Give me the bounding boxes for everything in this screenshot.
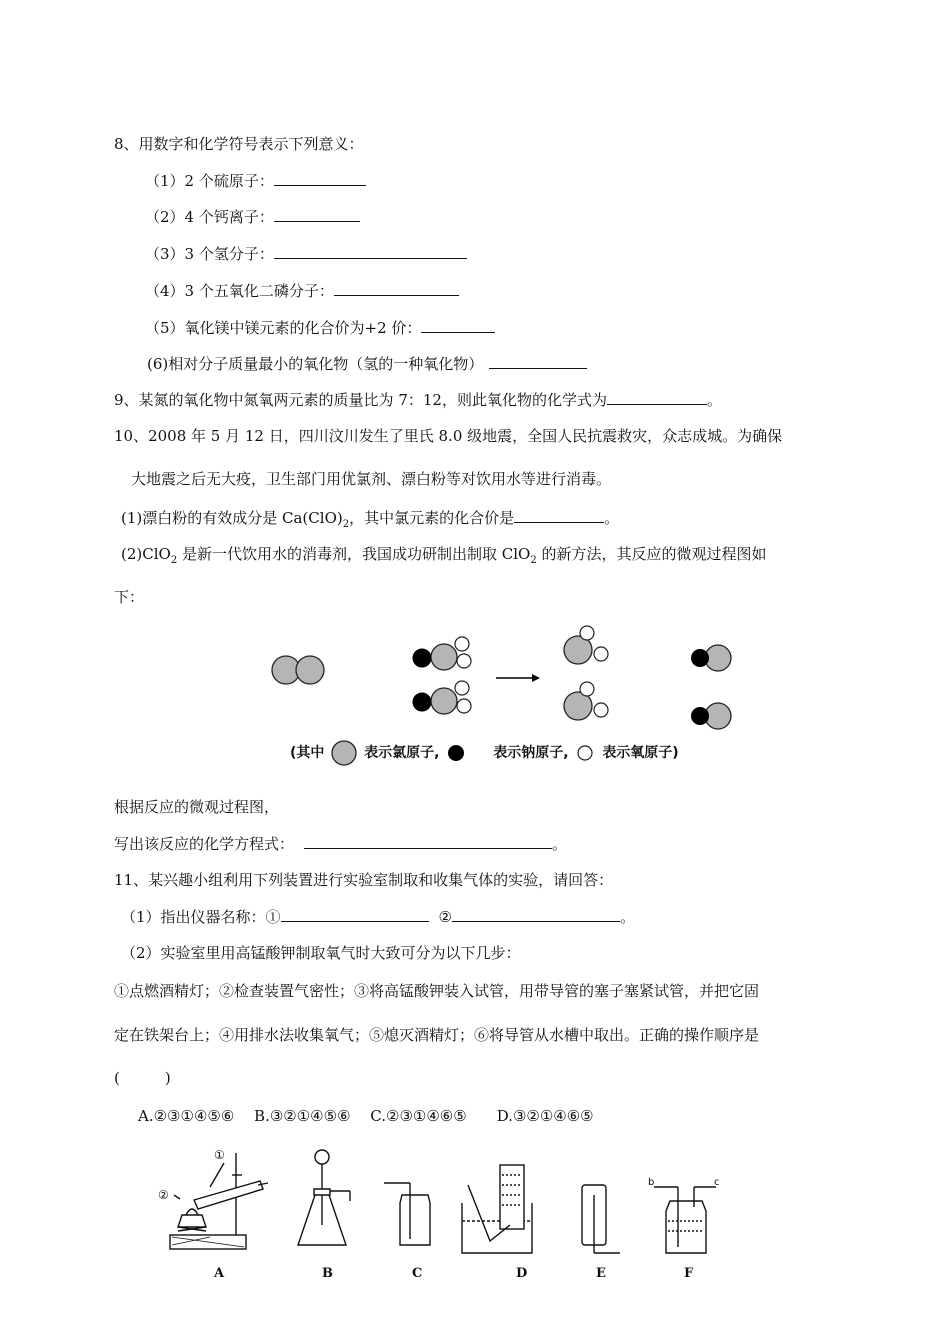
legend-o: 表示氧原子) [602, 745, 679, 761]
naclo2-molecule-1 [413, 637, 471, 670]
q10-part-1 [121, 507, 619, 535]
sodium-atom-icon [444, 742, 468, 764]
q10-after-2 [114, 833, 567, 854]
q8-item-1-text: （1）2 个硫原子： [145, 172, 274, 190]
label-c: C [412, 1266, 423, 1281]
label-b: B [322, 1266, 333, 1281]
q9-text: 9、某氮的氧化物中氮氧两元素的质量比为 7：12，则此氧化物的化学式为 [114, 391, 607, 409]
mark-one: ① [214, 1148, 225, 1162]
q10-answer-blank-1[interactable] [514, 507, 604, 523]
q11-part-1-mid: ② [438, 908, 452, 926]
q10-part-1-sub: 2 [342, 519, 350, 530]
label-f: F [684, 1266, 694, 1281]
q10-part-2-sub1: 2 [170, 555, 178, 566]
q8-item-3 [145, 243, 467, 264]
q8-item-5 [145, 317, 495, 338]
cl2-molecule [272, 656, 324, 684]
q10-part-2-b: 是新一代饮用水的消毒剂，我国成功研制出制取 ClO [177, 545, 531, 563]
q10-line-2: 大地震之后无大疫，卫生部门用优氯剂、漂白粉等对饮用水等进行消毒。 [131, 470, 612, 488]
legend-cl: 表示氯原子, [364, 745, 440, 761]
oxygen-atom-icon [573, 742, 597, 764]
q10-part-1-end: 。 [604, 509, 620, 527]
label-e: E [596, 1266, 606, 1281]
q11-part-1-end: 。 [620, 908, 636, 926]
clo2-molecule-1 [564, 626, 608, 664]
label-a: A [214, 1266, 225, 1281]
mark-b: b [648, 1177, 655, 1188]
q10-part-2-a: (2)ClO [121, 545, 171, 563]
q10-part-2-c: 的新方法，其反应的微观过程图如 [536, 545, 767, 563]
q9 [114, 389, 722, 410]
q11-title: 11、某兴趣小组利用下列装置进行实验室制取和收集气体的实验，请回答： [114, 871, 614, 889]
q8-title: 8、用数字和化学符号表示下列意义： [114, 135, 364, 153]
q8-item-1 [145, 170, 366, 191]
q8-item-3-text: （3）3 个氢分子： [145, 245, 274, 263]
q8-item-2-text: （2）4 个钙离子： [145, 208, 274, 226]
nacl-molecule-2 [691, 703, 731, 729]
q10-part-2 [121, 544, 766, 571]
apparatus-e [582, 1185, 620, 1253]
q8-answer-blank-6[interactable] [489, 353, 587, 369]
q10-part-2-line-2: 下： [114, 588, 145, 606]
q10-after-2-end: 。 [552, 835, 568, 853]
diagram-legend [290, 740, 679, 766]
legend-prefix: (其中 [290, 745, 325, 761]
q11-answer-paren[interactable]: ( ) [114, 1069, 171, 1087]
q11-steps-2: 定在铁架台上；④用排水法收集氧气；⑤熄灭酒精灯；⑥将导管从水槽中取出。正确的操作顺序是 [114, 1026, 760, 1044]
reaction-diagram [260, 620, 760, 730]
naclo2-molecule-2 [413, 681, 471, 714]
legend-na: 表示钠原子, [493, 745, 569, 761]
apparatus-b [298, 1150, 350, 1245]
label-d: D [516, 1266, 528, 1281]
q8-item-5-text: （5）氧化镁中镁元素的化合价为+2 价： [145, 319, 422, 337]
instrument-1-blank[interactable] [281, 906, 429, 922]
q11-part-1 [121, 906, 635, 927]
q8-item-2 [145, 206, 360, 227]
q9-answer-blank[interactable] [607, 389, 707, 405]
q8-answer-blank-3[interactable] [274, 243, 467, 259]
q10-part-1-start: (1)漂白粉的有效成分是 Ca(ClO) [121, 509, 343, 527]
q8-answer-blank-2[interactable] [274, 206, 360, 222]
apparatus-f [654, 1187, 716, 1253]
mark-c: c [714, 1177, 720, 1188]
chlorine-atom-icon [329, 740, 359, 766]
q10-after-2-text: 写出该反应的化学方程式： [114, 835, 295, 853]
q8-item-4 [145, 280, 459, 301]
q8-item-6-text: (6)相对分子质量最小的氧化物（氢的一种氧化物） [147, 355, 484, 373]
q11-options: A.②③①④⑤⑥ B.③②①④⑤⑥ C.②③①④⑥⑤ D.③②①④⑥⑤ [138, 1107, 594, 1125]
apparatus-figure [150, 1145, 730, 1285]
q11-steps-1: ①点燃酒精灯；②检查装置气密性；③将高锰酸钾装入试管，用带导管的塞子塞紧试管，并把它固 [114, 982, 760, 1000]
equation-answer-blank[interactable] [304, 833, 552, 849]
q10-part-2-sub2: 2 [530, 555, 537, 566]
apparatus-a [170, 1153, 268, 1249]
q10-line-1: 10、2008 年 5 月 12 日，四川汶川发生了里氏 8.0 级地震，全国人民抗震救灾，众志成城。为确保 [114, 427, 783, 445]
nacl-molecule-1 [691, 645, 731, 671]
q8-item-4-text: （4）3 个五氧化二磷分子： [145, 282, 334, 300]
reaction-arrow-icon [496, 674, 540, 682]
q8-answer-blank-5[interactable] [421, 317, 495, 333]
q8-answer-blank-4[interactable] [334, 280, 459, 296]
q11-part-2: （2）实验室里用高锰酸钾制取氧气时大致可分为以下几步： [121, 944, 521, 962]
mark-two: ② [158, 1188, 169, 1202]
q9-end: 。 [706, 391, 722, 409]
q10-after-1: 根据反应的微观过程图， [114, 798, 280, 816]
apparatus-c [384, 1183, 430, 1245]
apparatus-d [462, 1165, 532, 1253]
q8-item-6 [147, 353, 587, 374]
clo2-molecule-2 [564, 682, 608, 720]
q8-answer-blank-1[interactable] [274, 170, 366, 186]
q11-part-1-start: （1）指出仪器名称：① [121, 908, 281, 926]
q10-part-1-mid: ，其中氯元素的化合价是 [349, 509, 515, 527]
instrument-2-blank[interactable] [452, 906, 620, 922]
